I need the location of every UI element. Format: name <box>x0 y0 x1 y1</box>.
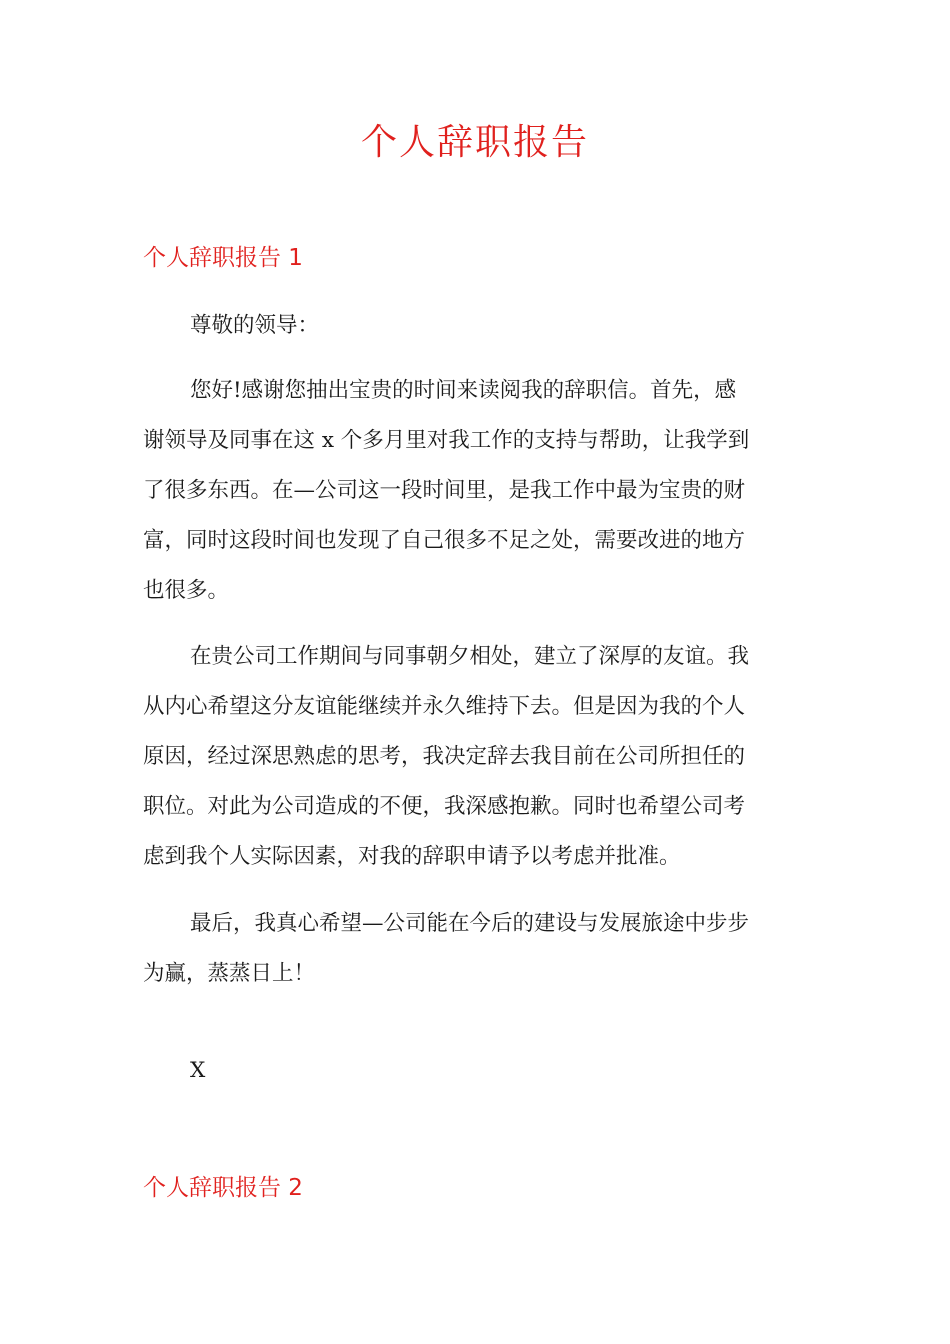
paragraph-2 <box>143 632 803 882</box>
paragraph-line: 为赢，蒸蒸日上！ <box>143 961 316 986</box>
document-title: 个人辞职报告 <box>360 122 589 163</box>
paragraph-line: 了很多东西。在—公司这一段时间里，是我工作中最为宝贵的财 <box>143 478 746 503</box>
paragraph-line: 在贵公司工作期间与同事朝夕相处，建立了深厚的友谊。我 <box>190 644 750 669</box>
paragraph-line: 也很多。 <box>143 578 230 603</box>
section-heading-2: 个人辞职报告 2 <box>143 1175 303 1201</box>
paragraph-line: 您好!感谢您抽出宝贵的时间来读阅我的辞职信。首先，感 <box>190 378 737 403</box>
section-heading-1: 个人辞职报告 1 <box>143 245 303 271</box>
paragraph-line: 最后，我真心希望—公司能在今后的建设与发展旅途中步步 <box>190 911 750 936</box>
paragraph-3 <box>143 899 803 999</box>
paragraph-1 <box>143 366 803 616</box>
paragraph-line: 富，同时这段时间也发现了自己很多不足之处，需要改进的地方 <box>143 528 746 553</box>
paragraph-line: 虑到我个人实际因素，对我的辞职申请予以考虑并批准。 <box>143 844 681 869</box>
signature-text: X <box>190 1058 206 1083</box>
salutation <box>143 301 803 351</box>
signature <box>143 1046 803 1096</box>
paragraph-line: 谢领导及同事在这 x 个多月里对我工作的支持与帮助，让我学到 <box>143 428 750 453</box>
paragraph-line: 职位。对此为公司造成的不便，我深感抱歉。同时也希望公司考 <box>143 794 746 819</box>
salutation-text: 尊敬的领导： <box>190 313 320 338</box>
paragraph-line: 原因，经过深思熟虑的思考，我决定辞去我目前在公司所担任的 <box>143 744 746 769</box>
paragraph-line: 从内心希望这分友谊能继续并永久维持下去。但是因为我的个人 <box>143 694 746 719</box>
